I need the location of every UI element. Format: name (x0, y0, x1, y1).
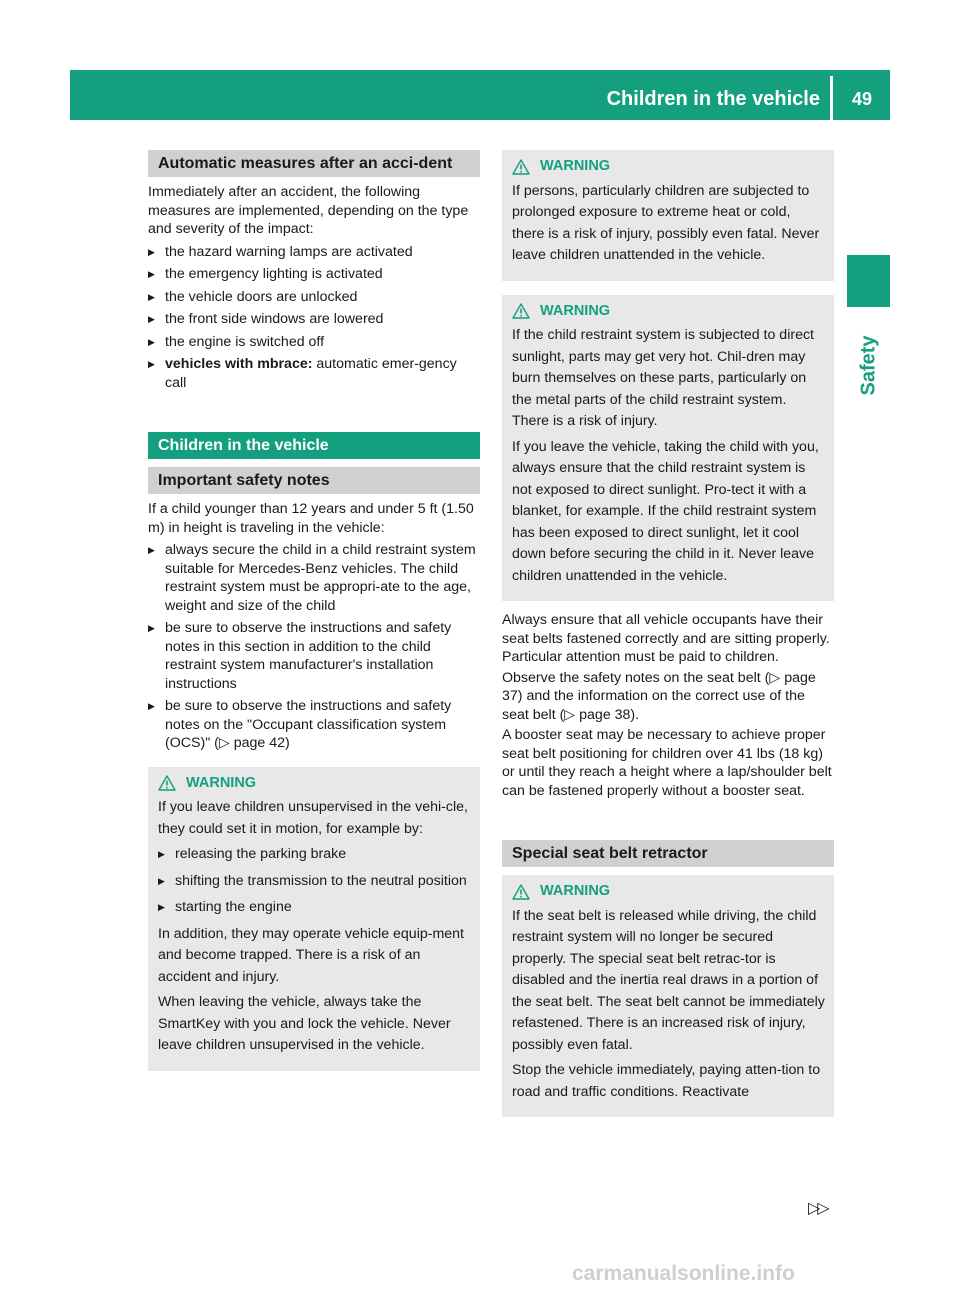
warning-label: WARNING (186, 774, 257, 791)
warning-triangle-icon (158, 775, 176, 791)
warning-text: If the seat belt is released while driving, the child restraint system will no longer be secured properly. The special seat belt retrac-tor is disabled and the inertia real draws in a portion of the seat belt. The seat belt cannot be immediately refastened. There is an increased risk of injury, possibly even fatal. (512, 907, 825, 1053)
retractor-heading: Special seat belt retractor (502, 840, 834, 867)
warning-label: WARNING (540, 158, 611, 174)
warning-text: When leaving the vehicle, always take the SmartKey with you and lock the vehicle. Never leave children unsupervised in the vehicle. (158, 994, 451, 1053)
accident-intro: Immediately after an accident, the following measures are implemented, depending on the type and severity of the impact: (148, 184, 469, 237)
list-item: ▶ the hazard warning lamps are activated (148, 243, 480, 262)
warning-triangle-icon (512, 159, 530, 175)
body-paragraph: Always ensure that all vehicle occupants have their seat belts fastened correctly and are sitting properly. Particular attention must be paid to children. (502, 612, 830, 665)
warning-heading (512, 881, 826, 903)
warning-list (158, 844, 472, 919)
watermark: carmanualsonline.info (572, 1262, 795, 1285)
warning-text: In addition, they may operate vehicle equip-ment and become trapped. There is a risk of an accident and injury. (158, 925, 465, 985)
accident-list (148, 243, 480, 393)
continue-arrow-icon: ▷▷ (808, 1200, 827, 1217)
section-tab-text: Safety (857, 334, 880, 396)
warning-triangle-icon (512, 884, 530, 900)
warning-label: WARNING (540, 302, 611, 319)
section-tab-marker (847, 255, 890, 307)
accident-heading: Automatic measures after an acci-dent (148, 150, 480, 177)
section-tab-label (834, 330, 904, 400)
list-item: ▶ releasing the parking brake (158, 844, 472, 866)
safety-list (148, 541, 480, 753)
mbrace-text: automatic emer-gency call (165, 356, 457, 391)
warning-box-sunlight (502, 295, 834, 602)
list-item: ▶ shifting the transmission to the neutral position (158, 871, 472, 893)
list-item: ▶ the emergency lighting is activated (148, 265, 480, 284)
warning-box-retractor (502, 875, 834, 1117)
warning-text: If persons, particularly children are subjected to prolonged exposure to extreme heat or cold, there is a risk of injury, possibly even fatal. Never leave children unattended in the vehicle. (512, 182, 820, 263)
warning-label: WARNING (540, 883, 611, 899)
warning-text: Stop the vehicle immediately, paying atten-tion to road and traffic conditions. Reactivate (512, 1062, 821, 1100)
list-item (148, 355, 480, 392)
header-separator (830, 76, 833, 120)
page-number: 49 (851, 89, 872, 109)
warning-box-unsupervised (148, 767, 480, 1071)
left-column (148, 150, 480, 1071)
list-item: ▶ the engine is switched off (148, 333, 480, 352)
warning-box-temperature (502, 150, 834, 281)
warning-heading (512, 301, 826, 323)
safety-intro: If a child younger than 12 years and under 5 ft (1.50 m) in height is traveling in the vehicle: (148, 501, 474, 536)
list-item: ▶ be sure to observe the instructions and safety notes in this section in addition to the child restraint system manufacturer's installation instructions (148, 619, 480, 693)
mbrace-label: vehicles with mbrace: (165, 356, 313, 372)
header-bar (70, 70, 890, 120)
warning-text: If you leave the vehicle, taking the child with you, always ensure that the child restraint system is not exposed to direct sunlight. Pro-tect it with a blanket, for example. If the child restraint system has been exposed to direct sunlight, let it cool down before securing the child in it. Never leave children unattended in the vehicle. (512, 438, 819, 584)
list-item: ▶ the front side windows are lowered (148, 310, 480, 329)
warning-text: If you leave children unsupervised in the vehi-cle, they could set it in motion, for example by: (158, 799, 468, 837)
warning-heading (512, 156, 826, 178)
children-heading: Children in the vehicle (148, 432, 480, 459)
warning-triangle-icon (512, 303, 530, 319)
page-title: Children in the vehicle (606, 88, 820, 110)
right-column (502, 150, 834, 1117)
body-paragraph: Observe the safety notes on the seat belt (▷ page 37) and the information on the correct use of the seat belt (▷ page 38). (502, 669, 816, 723)
body-paragraph: A booster seat may be necessary to achieve proper seat belt positioning for children over 41 lbs (18 kg) or until they reach a height where a lap/shoulder belt can be fastened properly without a booster seat. (502, 727, 832, 799)
list-item: ▶ be sure to observe the instructions and safety notes on the "Occupant classification system (OCS)" (▷ page 42) (148, 697, 480, 753)
list-item: ▶ always secure the child in a child restraint system suitable for Mercedes-Benz vehicles. The child restraint system must be appropri-ate to the age, weight and size of the child (148, 541, 480, 615)
warning-heading (158, 773, 472, 795)
list-item: ▶ starting the engine (158, 897, 472, 919)
safety-heading: Important safety notes (148, 467, 480, 494)
list-item: ▶ the vehicle doors are unlocked (148, 288, 480, 307)
warning-text: If the child restraint system is subjected to direct sunlight, parts may get very hot. Chil-dren may burn themselves on these parts, particularly on the metal parts of the child restraint system. There is a risk of injury. (512, 327, 815, 429)
